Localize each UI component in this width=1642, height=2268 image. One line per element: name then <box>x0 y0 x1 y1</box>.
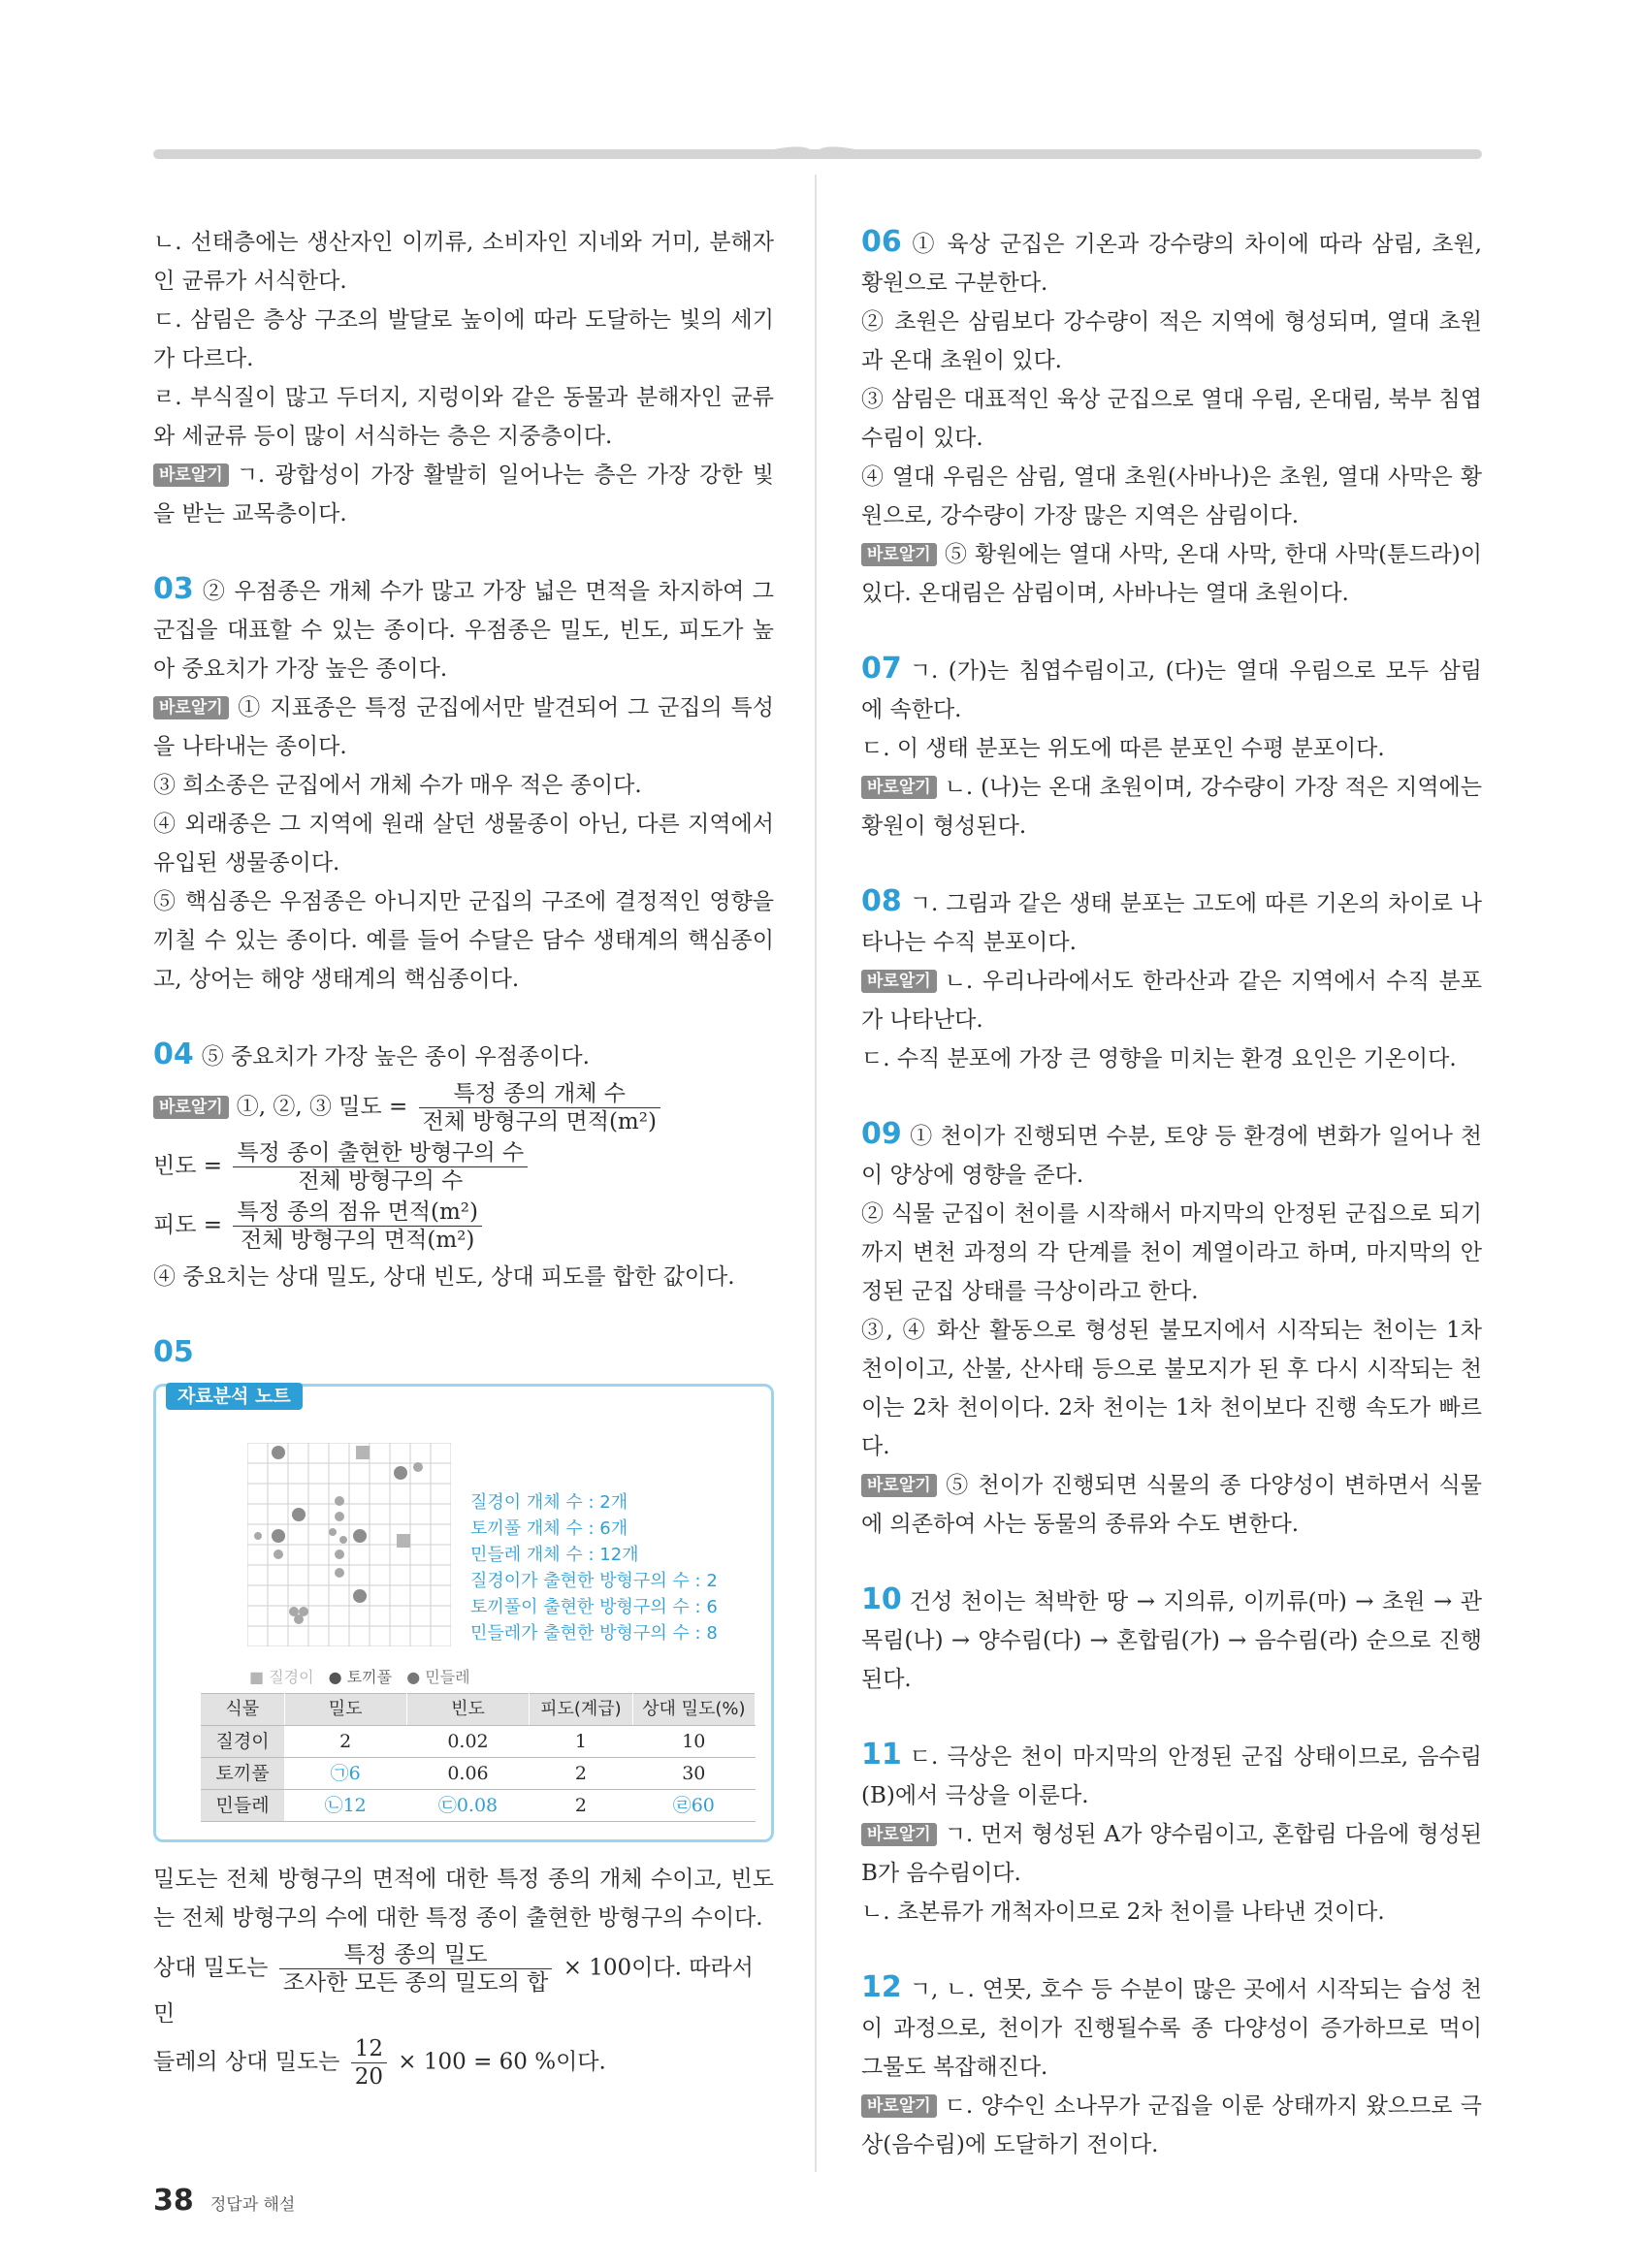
question-number: 08 <box>861 884 902 918</box>
q03-line-4: ④ 외래종은 그 지역에 원래 살던 생물종이 아닌, 다른 지역에서 유입된 생물종이다. <box>153 812 774 876</box>
correction-badge: 바로알기 <box>153 696 229 719</box>
table-header: 상대 밀도(%) <box>632 1694 755 1726</box>
question-number: 05 <box>153 1335 194 1369</box>
section-05 <box>153 1333 774 2091</box>
top-banner <box>153 145 1482 163</box>
count-line: 토끼풀 개체 수 : 6개 <box>470 1518 628 1539</box>
dandelion-mark <box>335 1496 344 1506</box>
q07-line-2: ㄷ. 이 생태 분포는 위도에 따른 분포인 수평 분포이다. <box>861 736 1385 761</box>
section-06: 06 ① 육상 군집은 기온과 강수량의 차이에 따라 삼림, 초원, 황원으로 구분한다. ② 초원은 삼림보다 강수량이 적은 지역에 형성되며, 열대 초원과 온대 초원이 있다. ③ 삼림은 대표적인 육상 군집으로 열대 우림, 온대림, 북부 침엽수림이 있다. ④ 열대 우림은 삼림, 열대 초원(사바나)은 초원, 열대 사막은 황원으로, 강수량이 가장 많은 지역은 삼림이다. 바로알기 ⑤ 황원에는 열대 사막, 온대 사막, 한대 사막(툰드라)이 있다. 온대림은 삼림이며, 사바나는 열대 초원이다. <box>861 225 1482 606</box>
frequency-formula: 빈도 = $\frac{\text{특정 종이 출현한 방형구의 수}}{\text{전체 방형구의 수}}$ <box>153 1139 774 1195</box>
question-number: 12 <box>861 1970 902 2004</box>
table-header: 빈도 <box>406 1694 529 1726</box>
q04-line-5: ④ 중요치는 상대 밀도, 상대 빈도, 상대 피도를 합한 값이다. <box>153 1264 735 1290</box>
clover-mark <box>353 1589 367 1603</box>
section-03: 03 ② 우점종은 개체 수가 많고 가장 넓은 면적을 차지하여 그 군집을 대표할 수 있는 종이다. 우점종은 밀도, 빈도, 피도가 높아 중요치가 가장 높은 종이다. 바로알기 ① 지표종은 특정 군집에서만 발견되어 그 군집의 특성을 나타내는 종이다. ③ 희소종은 군집에서 개체 수가 매우 적은 종이다. ④ 외래종은 그 지역에 원래 살던 생물종이 아닌, 다른 지역에서 유입된 생물종이다. ⑤ 핵심종은 우점종은 아니지만 군집의 구조에 결정적인 영향을 끼칠 수 있는 종이다. 예를 들어 수달은 담수 생태계의 핵심종이고, 상어는 해양 생태계의 핵심종이다. <box>153 570 774 999</box>
legend-dandelion: ● 민들레 <box>406 1668 470 1686</box>
table-header: 밀도 <box>284 1694 406 1726</box>
dandelion-mark <box>335 1512 344 1521</box>
legend-plantain: ■ 질경이 <box>249 1668 314 1686</box>
intro-line-2: ㄷ. 삼림은 층상 구조의 발달로 높이에 따라 도달하는 빛의 세기가 다르다. <box>153 307 774 371</box>
table-header-row <box>201 1694 756 1726</box>
section-10: 10 건성 천이는 척박한 땅 → 지의류, 이끼류(마) → 초원 → 관목림(나) → 양수림(다) → 혼합림(가) → 음수림(라) 순으로 진행된다. <box>861 1582 1482 1692</box>
relative-density-formula: 상대 밀도는 $\frac{\text{특정 종의 밀도}}{\text{조사한 모든 종의 밀도의 합}}$ × 100이다. 따라서 민 <box>153 1942 754 2027</box>
density-formula: 바로알기 ①, ②, ③ 밀도 = $\frac{\text{특정 종의 개체 수}}{\text{전체 방형구의 면적(m²)}}$ <box>153 1080 774 1135</box>
coverage-formula: 피도 = $\frac{\text{특정 종의 점유 면적(m²)}}{\text{전체 방형구의 면적(m²)}}$ <box>153 1198 774 1254</box>
correction-badge: 바로알기 <box>861 970 937 993</box>
correction-badge: 바로알기 <box>861 2094 937 2118</box>
q06-line-3: ③ 삼림은 대표적인 육상 군집으로 열대 우림, 온대림, 북부 침엽수림이 있다. <box>861 387 1482 451</box>
q05-line-1: 밀도는 전체 방형구의 면적에 대한 특정 종의 개체 수이고, 빈도는 전체 방형구의 수에 대한 특정 종이 출현한 방형구의 수이다. <box>153 1867 774 1931</box>
count-line: 질경이 개체 수 : 2개 <box>470 1492 628 1513</box>
question-number: 06 <box>861 225 902 259</box>
clover-mark <box>292 1508 306 1521</box>
footer-label: 정답과 해설 <box>209 2195 296 2215</box>
section-12: 12 ㄱ, ㄴ. 연못, 호수 등 수분이 많은 곳에서 시작되는 습성 천이 과정으로, 천이가 진행될수록 종 다양성이 증가하므로 먹이 그물도 복잡해진다. 바로알기 ㄷ. 양수인 소나무가 군집을 이룬 상태까지 왔으므로 극상(음수림)에 도달하기 전이다. <box>861 1970 1482 2157</box>
dandelion-mark <box>413 1462 423 1472</box>
count-line: 민들레 개체 수 : 12개 <box>470 1545 639 1565</box>
question-number: 04 <box>153 1038 194 1071</box>
correction-badge: 바로알기 <box>861 1823 937 1846</box>
question-number: 07 <box>861 652 902 686</box>
q03-line-3: ③ 희소종은 군집에서 개체 수가 매우 적은 종이다. <box>153 773 642 798</box>
q06-line-2: ② 초원은 삼림보다 강수량이 적은 지역에 형성되며, 열대 초원과 온대 초원이 있다. <box>861 309 1482 373</box>
left-column <box>153 223 774 2094</box>
dandelion-mark <box>274 1549 283 1559</box>
dandelion-mark <box>254 1532 262 1540</box>
correction-badge: 바로알기 <box>861 543 937 566</box>
section-04: 04 ⑤ 중요치가 가장 높은 종이 우점종이다. 바로알기 ①, ②, ③ 밀도 = $\frac{\text{특정 종의 개체 수}}{\text{전체 방형구의 면적(m²)}}$ 빈도 = $\frac{\text{특정 종이 출현한 방형구의 수}}{\text{전체 방형구의 수}}$ 피도 = $\frac{\text{특정 종의 점유 면적(m²)}}{\text{전체 방형구의 면적(m²)}}$ ④ 중요치는 상대 밀도, 상대 빈도, 상대 피도를 합한 값이다. <box>153 1036 774 1296</box>
dandelion-mark <box>335 1549 344 1559</box>
data-analysis-note <box>153 1384 774 1842</box>
question-number: 09 <box>861 1117 902 1151</box>
correction-badge: 바로알기 <box>153 463 229 487</box>
legend-clover: ● 토끼풀 <box>328 1668 393 1686</box>
count-line: 질경이가 출현한 방형구의 수 : 2 <box>470 1571 718 1591</box>
count-list <box>470 1489 718 1646</box>
quadrat-grid <box>247 1443 451 1646</box>
q08-line-3: ㄷ. 수직 분포에 가장 큰 영향을 미치는 환경 요인은 기온이다. <box>861 1046 1457 1071</box>
clover-mark <box>353 1529 367 1543</box>
clover-mark <box>272 1529 285 1543</box>
correction-badge: 바로알기 <box>861 776 937 799</box>
note-title: 자료분석 노트 <box>166 1383 303 1410</box>
dandelion-mark <box>339 1536 347 1544</box>
q09-line-2: ② 식물 군집이 천이를 시작해서 마지막의 안정된 군집으로 되기까지 변천 과정의 각 단계를 천이 계열이라고 하며, 마지막의 안정된 군집 상태를 극상이라고 한다. <box>861 1201 1482 1304</box>
plantain-mark <box>356 1446 370 1459</box>
table-row: 질경이 2 0.02 1 10 <box>201 1726 756 1758</box>
plantain-mark <box>397 1534 410 1548</box>
table-header: 식물 <box>201 1694 284 1726</box>
table-row: 토끼풀 ㉠6 0.06 2 30 <box>201 1758 756 1790</box>
question-number: 03 <box>153 572 194 606</box>
table-row: 민들레 ㉡12 ㉢0.08 2 ㉣60 <box>201 1790 756 1822</box>
dandelion-mark <box>335 1568 344 1578</box>
dandelion-mark <box>294 1614 304 1624</box>
question-number: 10 <box>861 1582 902 1616</box>
q09-line-3: ③, ④ 화산 활동으로 형성된 불모지에서 시작되는 천이는 1차 천이이고, 산불, 산사태 등으로 불모지가 된 후 다시 시작되는 천이는 2차 천이이다. 2차 천이는 1차 천이보다 진행 속도가 빠르다. <box>861 1318 1482 1459</box>
page-number: 38 <box>153 2184 194 2218</box>
clover-mark <box>394 1466 407 1480</box>
dandelion-mark <box>329 1528 337 1536</box>
correction-badge: 바로알기 <box>861 1474 937 1497</box>
q06-line-4: ④ 열대 우림은 삼림, 열대 초원(사바나)은 초원, 열대 사막은 황원으로, 강수량이 가장 많은 지역은 삼림이다. <box>861 464 1482 528</box>
section-09: 09 ① 천이가 진행되면 수분, 토양 등 환경에 변화가 일어나 천이 양상에 영향을 준다. ② 식물 군집이 천이를 시작해서 마지막의 안정된 군집으로 되기까지 변천 과정의 각 단계를 천이 계열이라고 하며, 마지막의 안정된 군집 상태를 극상이라고 한다. ③, ④ 화산 활동으로 형성된 불모지에서 시작되는 천이는 1차 천이이고, 산불, 산사태 등으로 불모지가 된 후 다시 시작되는 천이는 2차 천이이다. 2차 천이는 1차 천이보다 진행 속도가 빠르다. 바로알기 ⑤ 천이가 진행되면 식물의 종 다양성이 변하면서 식물에 의존하여 사는 동물의 종류와 수도 변한다. <box>861 1117 1482 1537</box>
section-07: 07 ㄱ. (가)는 침엽수림이고, (다)는 열대 우림으로 모두 삼림에 속한다. ㄷ. 이 생태 분포는 위도에 따른 분포인 수평 분포이다. 바로알기 ㄴ. (나)는 온대 초원이며, 강수량이 가장 적은 지역에는 황원이 형성된다. <box>861 652 1482 839</box>
q11-line-3: ㄴ. 초본류가 개척자이므로 2차 천이를 나타낸 것이다. <box>861 1900 1385 1925</box>
survey-table <box>201 1693 756 1822</box>
correction-badge: 바로알기 <box>153 1096 229 1119</box>
question-number: 11 <box>861 1738 902 1772</box>
page-footer <box>153 2184 295 2218</box>
count-line: 토끼풀이 출현한 방형구의 수 : 6 <box>470 1597 718 1617</box>
right-column <box>861 223 1482 2164</box>
count-line: 민들레가 출현한 방형구의 수 : 8 <box>470 1623 718 1644</box>
section-11: 11 ㄷ. 극상은 천이 마지막의 안정된 군집 상태이므로, 음수림(B)에서 극상을 이룬다. 바로알기 ㄱ. 먼저 형성된 A가 양수림이고, 혼합림 다음에 형성된 B가 음수림이다. ㄴ. 초본류가 개척자이므로 2차 천이를 나타낸 것이다. <box>861 1736 1482 1932</box>
column-divider <box>815 175 817 2172</box>
clover-mark <box>272 1446 285 1459</box>
intro-line-1: ㄴ. 선태층에는 생산자인 이끼류, 소비자인 지네와 거미, 분해자인 균류가 서식한다. <box>153 230 774 294</box>
table-header: 피도(계급) <box>530 1694 632 1726</box>
intro-line-4: 바로알기 ㄱ. 광합성이 가장 활발히 일어나는 층은 가장 강한 빛을 받는 교목층이다. <box>153 463 774 527</box>
intro-line-3: ㄹ. 부식질이 많고 두더지, 지렁이와 같은 동물과 분해자인 균류와 세균류 등이 많이 서식하는 층은 지중층이다. <box>153 385 774 449</box>
dandelion-density-formula: 들레의 상대 밀도는 $\frac{12}{20}$ × 100 = 60 %이다. <box>153 2036 606 2090</box>
section-08: 08 ㄱ. 그림과 같은 생태 분포는 고도에 따른 기온의 차이로 나타나는 수직 분포이다. 바로알기 ㄴ. 우리나라에서도 한라산과 같은 지역에서 수직 분포가 나타난다. ㄷ. 수직 분포에 가장 큰 영향을 미치는 환경 요인은 기온이다. <box>861 882 1482 1078</box>
grid-legend <box>249 1658 480 1697</box>
q03-line-5: ⑤ 핵심종은 우점종은 아니지만 군집의 구조에 결정적인 영향을 끼칠 수 있는 종이다. 예를 들어 수달은 담수 생태계의 핵심종이고, 상어는 해양 생태계의 핵심종이다. <box>153 889 774 992</box>
